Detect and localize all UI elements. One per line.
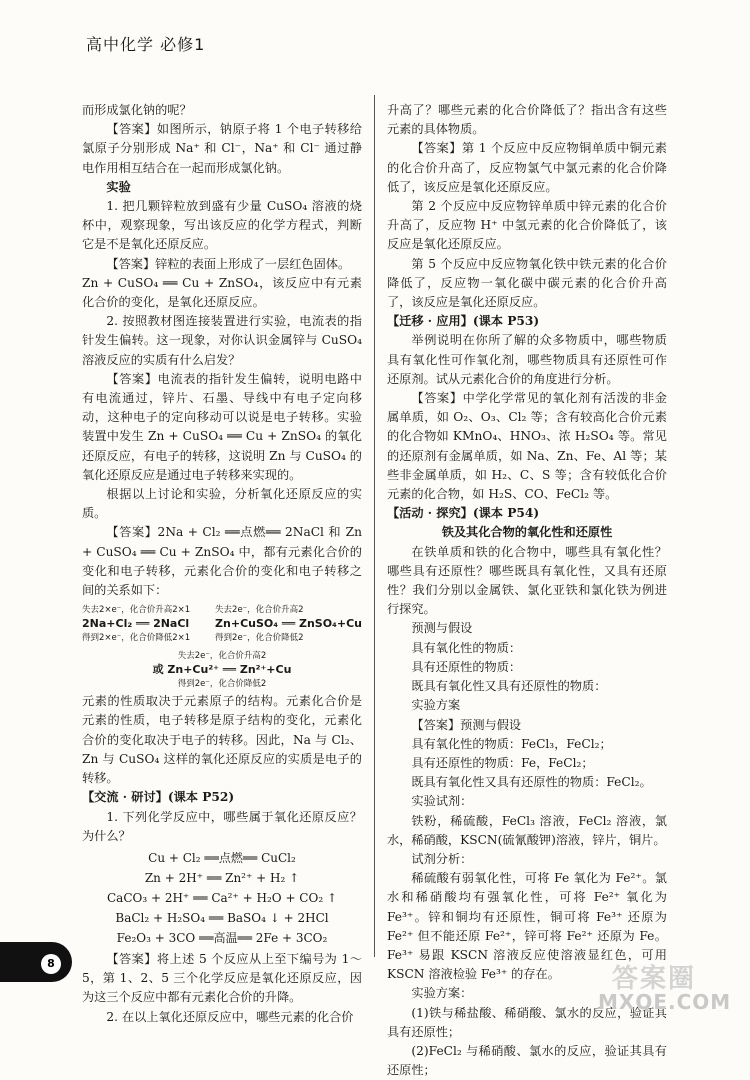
answer-paragraph: 【答案】将上述 5 个反应从上至下编号为 1～5，第 1、2、5 三个化学反应是氧化还原反应，因为这三个反应中都有元素化合价的升降。 (82, 951, 362, 1005)
answer-paragraph: 【答案】锌粒的表面上形成了一层红色固体。 (106, 256, 351, 271)
answer-paragraph: 【答案】预测与假设 (411, 717, 522, 732)
section-heading: 【活动 · 探究】(课本 P54) (387, 506, 540, 521)
diagram-label: 失去2e⁻，化合价升高2 (215, 605, 304, 616)
diagram-label: 失去2×e⁻，化合价升高2×1 (82, 605, 191, 616)
paragraph: 升高了？哪些元素的化合价降低了？指出含有这些元素的具体物质。 (387, 103, 667, 137)
equation: BaCl₂ + H₂SO₄ ══ BaSO₄ ↓ + 2HCl (115, 910, 329, 925)
electron-transfer-diagram (82, 604, 362, 690)
equation: Zn + 2H⁺ ══ Zn²⁺ + H₂ ↑ (144, 870, 300, 885)
diagram-zn-cu-ion (82, 650, 362, 690)
question-paragraph: 2. 按照教材图连接装置进行实验，电流表的指针发生偏转。这一现象，对你认识金属锌与 CuSO₄ 溶液反应的实质有什么启发？ (82, 314, 362, 367)
diagram-zn-cuso4 (215, 604, 362, 644)
paragraph: 预测与假设 (411, 621, 473, 636)
paragraph: 具有氧化性的物质： (411, 640, 522, 655)
paragraph: 具有氧化性的物质：FeCl₃，FeCl₂； (411, 736, 612, 751)
equation: Fe₂O₃ + 3CO ══高温══ 2Fe + 3CO₂ (116, 930, 328, 945)
equation: Cu + Cl₂ ══点燃══ CuCl₂ (148, 850, 296, 865)
diagram-equation: 或 Zn+Cu²⁺ ══ Zn²⁺+Cu (152, 663, 292, 677)
section-heading: 实验 (106, 179, 131, 194)
paragraph: (1)铁与稀盐酸、稀硝酸、氯水的反应，验证其具有还原性； (387, 1005, 667, 1039)
paragraph: 实验试剂： (411, 794, 473, 809)
answer-paragraph: 【答案】电流表的指针发生偏转，说明电路中有电流通过，锌片、石墨、导线中有电子定向移动，这种电子的定向移动可以说是电子转移。实验装置中发生 Zn + CuSO₄ ══ Cu + ZnSO₄ 的氧化还原反应，有电子的转移，这说明 Zn 与 CuSO₄ 的氧化还原反应是通过电子转移来实现的。 (82, 371, 362, 482)
question-paragraph: 2. 在以上氧化还原反应中，哪些元素的化合价 (106, 1009, 354, 1024)
answer-paragraph: 【答案】中学化学常见的氧化剂有活泼的非金属单质，如 O₂、O₃、Cl₂ 等；含有较高化合价元素的化合物如 KMnO₄、HNO₃、浓 H₂SO₄ 等。常见的还原剂有金属单质，如 Na、Zn、Fe、Al 等；某些非金属单质，如 H₂、C、S 等；含有较低化合价元素的化合物，如 H₂S、CO、FeCl₂ 等。 (387, 391, 667, 502)
paragraph: 实验方案： (411, 986, 473, 1001)
paragraph: 元素的性质取决于元素原子的结构。元素化合价是元素的性质，电子转移是原子结构的变化，元素化合价的变化取决于电子的转移。因此，Na 与 Cl₂、Zn 与 CuSO₄ 这样的氧化还原反应的实质是电子的转移。 (82, 694, 362, 786)
paragraph: 铁粉，稀硫酸，FeCl₃ 溶液，FeCl₂ 溶液，氯水，稀硝酸，KSCN(硫氰酸钾)溶液，锌片，铜片。 (387, 813, 667, 847)
column-divider (374, 95, 375, 957)
page-number: 8 (41, 954, 61, 974)
answer-paragraph: 【答案】2Na + Cl₂ ══点燃══ 2NaCl 和 Zn + CuSO₄ ══ Cu + ZnSO₄ 中，都有元素化合价的变化和电子转移，元素化合价的变化和电子转移之间的关系如下： (82, 525, 362, 598)
question-paragraph: 1. 下列化学反应中，哪些属于氧化还原反应？为什么？ (82, 809, 362, 843)
question-paragraph: 1. 把几颗锌粒放到盛有少量 CuSO₄ 溶液的烧杯中，观察现象，写出该反应的化学方程式，判断它是不是氧化还原反应。 (82, 199, 362, 252)
section-heading: 【交流 · 研讨】(课本 P52) (82, 790, 235, 805)
question-paragraph: 举例说明在你所了解的众多物质中，哪些物质具有氧化性可作氧化剂，哪些物质具有还原性可作还原剂。试从元素化合价的角度进行分析。 (387, 333, 667, 386)
diagram-equation: Zn+CuSO₄ ══ ZnSO₄+Cu (215, 617, 362, 631)
diagram-equation: 2Na+Cl₂ ══ 2NaCl (82, 617, 190, 631)
diagram-label: 得到2e⁻，化合价降低2 (215, 633, 304, 644)
paragraph: 第 5 个反应中反应物氧化铁中铁元素的化合价降低了，反应物一氧化碳中碳元素的化合价升高了，该反应是氧化还原反应。 (387, 256, 667, 310)
page-header: 高中化学 必修1 (86, 35, 206, 54)
paragraph: 既具有氧化性又具有还原性的物质： (411, 679, 607, 694)
diagram-nacl (82, 604, 190, 644)
paragraph: (2)FeCl₂ 与稀硝酸、氯水的反应，验证其具有还原性； (387, 1043, 667, 1078)
equation-list (82, 848, 362, 948)
watermark-url: MXQE.COM (598, 990, 732, 1014)
section-heading: 【迁移 · 应用】(课本 P53) (387, 314, 540, 329)
paragraph: 而形成氯化钠的呢？ (82, 103, 192, 117)
paragraph: 既具有氧化性又具有还原性的物质：FeCl₂。 (411, 775, 652, 790)
answer-paragraph: 【答案】如图所示，钠原子将 1 个电子转移给氯原子分别形成 Na⁺ 和 Cl⁻，Na⁺ 和 Cl⁻ 通过静电作用相互结合在一起而形成氯化钠。 (82, 122, 362, 175)
equation: CaCO₃ + 2H⁺ ══ Ca²⁺ + H₂O + CO₂ ↑ (106, 890, 338, 905)
watermark-logo: 答案圈 (612, 964, 697, 994)
paragraph: 第 2 个反应中反应物锌单质中锌元素的化合价升高了，反应物 H⁺ 中氢元素的化合价降低了，该反应是氧化还原反应。 (387, 199, 667, 252)
diagram-label: 得到2e⁻，化合价降低2 (177, 679, 267, 690)
equation-paragraph: Zn + CuSO₄ ══ Cu + ZnSO₄，该反应中有元素化合价的变化，是氧化还原反应。 (82, 275, 362, 310)
paragraph: 试剂分析： (411, 851, 473, 866)
page-number-tab (0, 942, 72, 982)
diagram-label: 失去2e⁻，化合价升高2 (177, 651, 267, 662)
paragraph: 具有还原性的物质：Fe，FeCl₂； (411, 755, 594, 770)
diagram-label: 得到2×e⁻，化合价降低2×1 (82, 633, 191, 644)
left-column (82, 101, 362, 1027)
paragraph: 根据以上讨论和实验，分析氧化还原反应的实质。 (82, 487, 362, 521)
activity-title: 铁及其化合物的氧化性和还原性 (441, 525, 613, 540)
answer-paragraph: 【答案】第 1 个反应中反应物铜单质中铜元素的化合价升高了，反应物氯气中氯元素的化合价降低了，该反应是氧化还原反应。 (387, 141, 667, 194)
paragraph: 稀硫酸有弱氧化性，可将 Fe 氧化为 Fe²⁺。氯水和稀硝酸均有强氧化性，可将 Fe²⁺ 氧化为 Fe³⁺。锌和铜均有还原性，铜可将 Fe³⁺ 还原为 Fe²⁺ 但不能还原 Fe²⁺，锌可将 Fe²⁺ 还原为 Fe。Fe³⁺ 易跟 KSCN 溶液反应使溶液显红色，可用 KSCN 溶液检验 Fe³⁺ 的存在。 (387, 871, 667, 982)
paragraph: 实验方案 (411, 698, 461, 713)
paragraph: 具有还原性的物质： (411, 659, 522, 674)
paragraph: 在铁单质和铁的化合物中，哪些具有氧化性？哪些具有还原性？哪些既具有氧化性，又具有还原性？我们分别以金属铁、氯化亚铁和氯化铁为例进行探究。 (387, 544, 667, 617)
right-column (387, 101, 667, 1080)
